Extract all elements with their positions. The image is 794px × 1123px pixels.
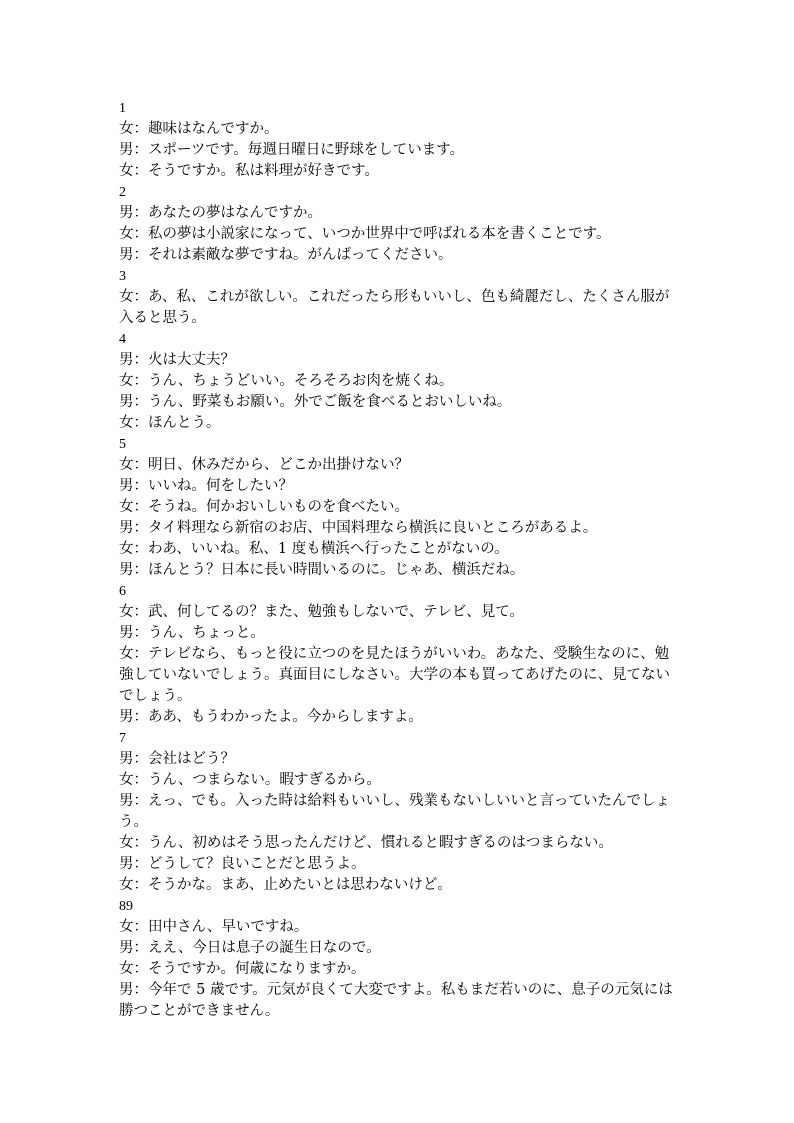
dialogue-line: 女：テレビなら、もっと役に立つのを見たほうがいいわ。あなた、受験生なのに、勉強していないでしょう。真面目にしなさい。大学の本も買ってあげたのに、見てないでしょう。 [119, 646, 670, 704]
document-body [119, 98, 679, 1022]
dialogue-line: 女：私の夢は小説家になって、いつか世界中で呼ばれる本を書くことです。 [119, 226, 611, 242]
dialogue-line: 男：ああ、もうわかったよ。今からしますよ。 [119, 709, 423, 725]
section-number: 7 [119, 731, 126, 746]
dialogue-line: 女：わあ、いいね。私、1 度も横浜へ行ったことがないの。 [119, 541, 509, 557]
dialogue-line: 女：うん、初めはそう思ったんだけど、慣れると暇すぎるのはつまらない。 [119, 835, 613, 851]
dialogue-line: 女：武、何してるの？また、勉強もしないで、テレビ、見て。 [119, 604, 524, 620]
dialogue-line: 女：うん、つまらない。暇すぎるから。 [119, 772, 381, 788]
dialogue-line: 女：そうですか。何歳になりますか。 [119, 961, 366, 977]
section-number: 2 [119, 185, 126, 200]
dialogue-line: 男：うん、野菜もお願い。外でご飯を食べるとおいしいね。 [119, 394, 512, 410]
dialogue-line: 男：会社はどう？ [119, 751, 235, 767]
dialogue-line: 男：うん、ちょっと。 [119, 625, 265, 641]
dialogue-line: 男：あなたの夢はなんですか。 [119, 205, 322, 221]
dialogue-line: 男：いいね。何をしたい？ [119, 478, 293, 494]
dialogue-line: 女：そうですか。私は料理が好きです。 [119, 163, 379, 179]
dialogue-line: 男：タイ料理なら新宿のお店、中国料理なら横浜に良いところがあるよ。 [119, 520, 598, 536]
section-number: 1 [119, 101, 126, 116]
dialogue-line: 女：そうかな。まあ、止めたいとは思わないけど。 [119, 877, 452, 893]
dialogue-line: 男：それは素敵な夢ですね。がんばってください。 [119, 247, 453, 263]
dialogue-line: 男：えっ、でも。入った時は給料もいいし、残業もないしいいと言っていたんでしょう。 [119, 793, 670, 830]
dialogue-line: 女：明日、休みだから、どこか出掛けない？ [119, 457, 409, 473]
dialogue-line: 男：ほんとう？日本に長い時間いるのに。じゃあ、横浜だね。 [119, 562, 525, 578]
section-number: 3 [119, 269, 126, 284]
dialogue-line: 女：あ、私、これが欲しい。これだったら形もいいし、色も綺麗だし、たくさん服が入ると思う。 [119, 289, 670, 326]
dialogue-line: 男：今年で 5 歳です。元気が良くて大変ですよ。私もまだ若いのに、息子の元気には勝つことができません。 [119, 982, 673, 1019]
dialogue-line: 女：趣味はなんですか。 [119, 121, 279, 137]
dialogue-line: 女：うん、ちょうどいい。そろそろお肉を焼くね。 [119, 373, 454, 389]
dialogue-line: 男：ええ、今日は息子の誕生日なので。 [119, 940, 381, 956]
dialogue-line: 男：火は大丈夫？ [119, 352, 235, 368]
section-number: 89 [119, 899, 133, 914]
section-number: 4 [119, 332, 126, 347]
dialogue-line: 男：どうして？良いことだと思うよ。 [119, 856, 366, 872]
section-number: 6 [119, 584, 126, 599]
dialogue-line: 女：田中さん、早いですね。 [119, 919, 309, 935]
dialogue-line: 女：ほんとう。 [119, 415, 221, 431]
dialogue-line: 男：スポーツです。毎週日曜日に野球をしています。 [119, 142, 465, 158]
dialogue-line: 女：そうね。何かおいしいものを食べたい。 [119, 499, 409, 515]
section-number: 5 [119, 437, 126, 452]
